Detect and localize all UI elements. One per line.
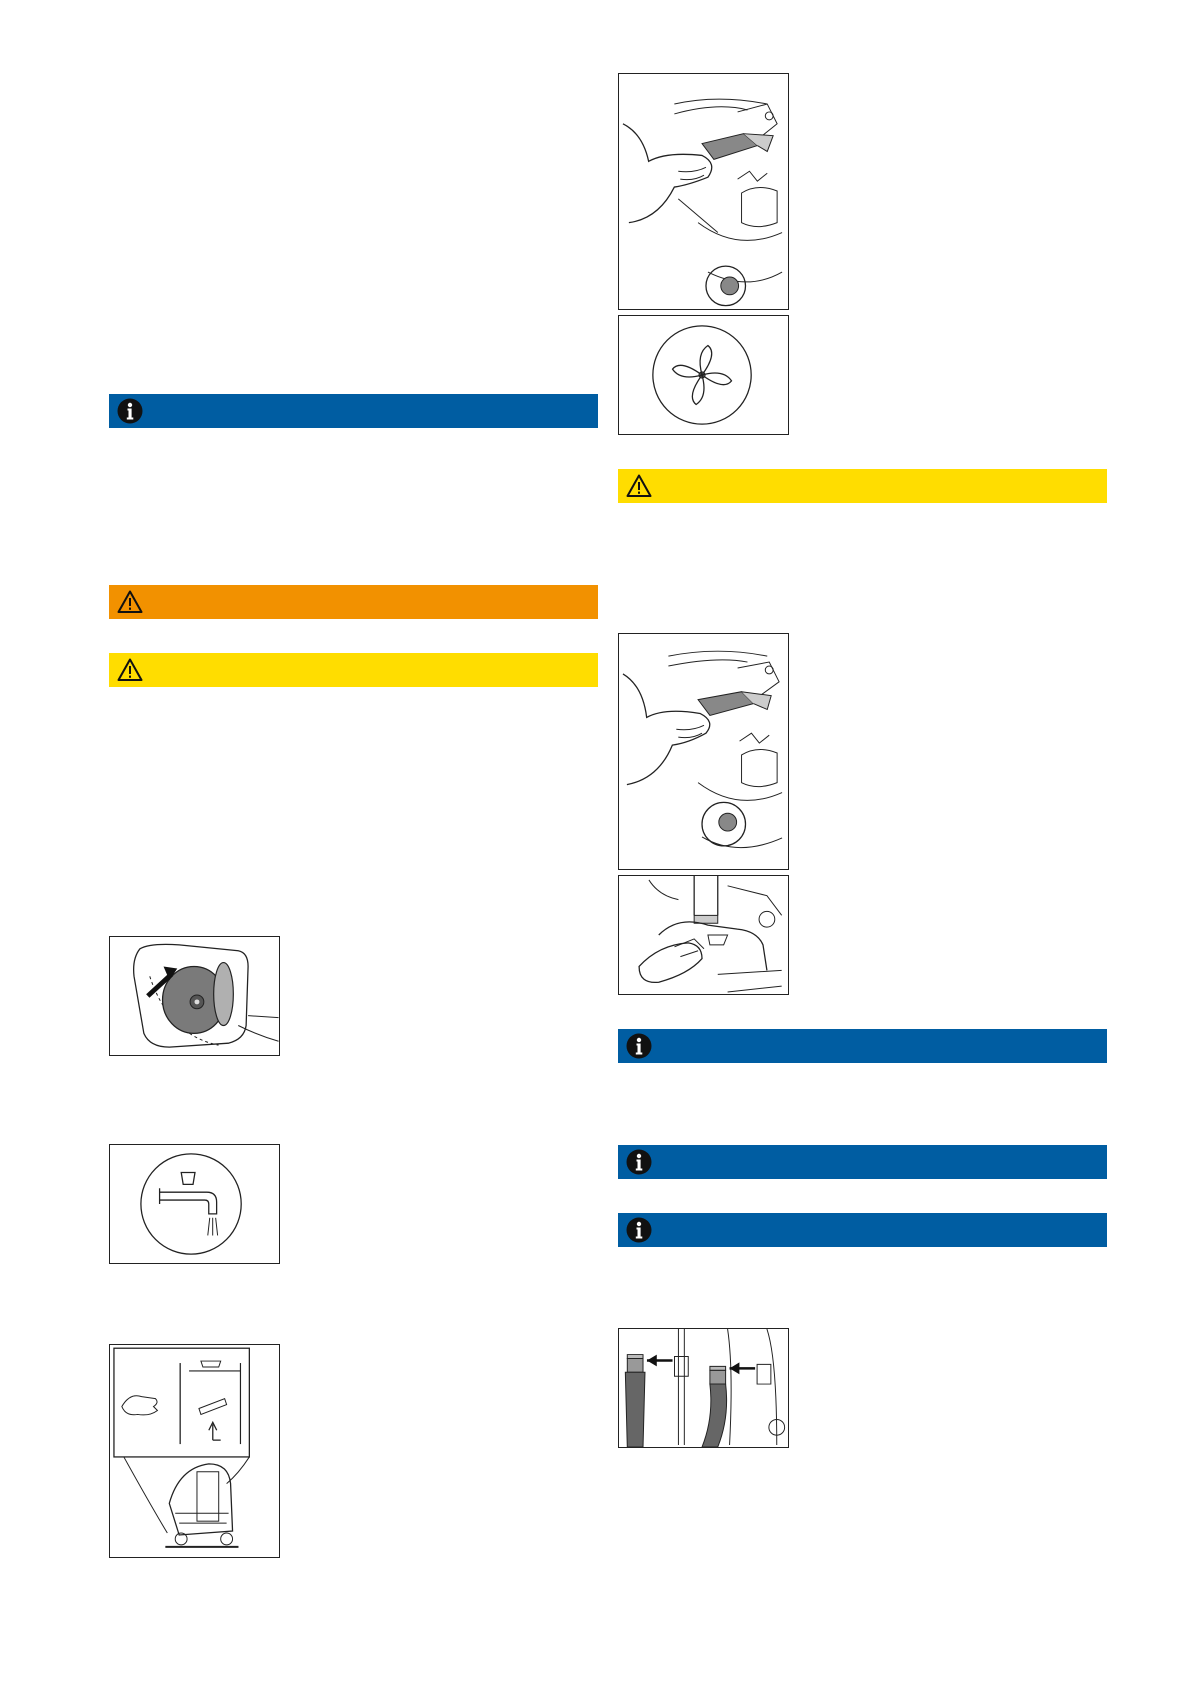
pedal-press-figure bbox=[618, 73, 789, 310]
info-icon bbox=[626, 1217, 652, 1243]
info-banner bbox=[618, 1213, 1107, 1247]
info-banner bbox=[618, 1029, 1107, 1063]
info-icon bbox=[117, 398, 143, 424]
brush-disc-figure bbox=[109, 936, 280, 1056]
pedal-press-figure-2 bbox=[618, 633, 789, 870]
warning-triangle-icon bbox=[117, 589, 143, 615]
water-tap-figure bbox=[109, 1144, 280, 1264]
caution-banner bbox=[109, 653, 598, 687]
fan-symbol-figure bbox=[618, 315, 789, 435]
hose-connection-figure bbox=[618, 1328, 789, 1448]
warning-triangle-icon bbox=[626, 473, 652, 499]
info-banner bbox=[109, 394, 598, 428]
warning-triangle-icon bbox=[117, 657, 143, 683]
caution-banner bbox=[618, 469, 1107, 503]
info-icon bbox=[626, 1149, 652, 1175]
info-icon bbox=[626, 1033, 652, 1059]
info-banner bbox=[618, 1145, 1107, 1179]
squeegee-attachment-figure bbox=[618, 875, 789, 995]
brush-mounting-figure bbox=[109, 1344, 280, 1558]
danger-banner bbox=[109, 585, 598, 619]
